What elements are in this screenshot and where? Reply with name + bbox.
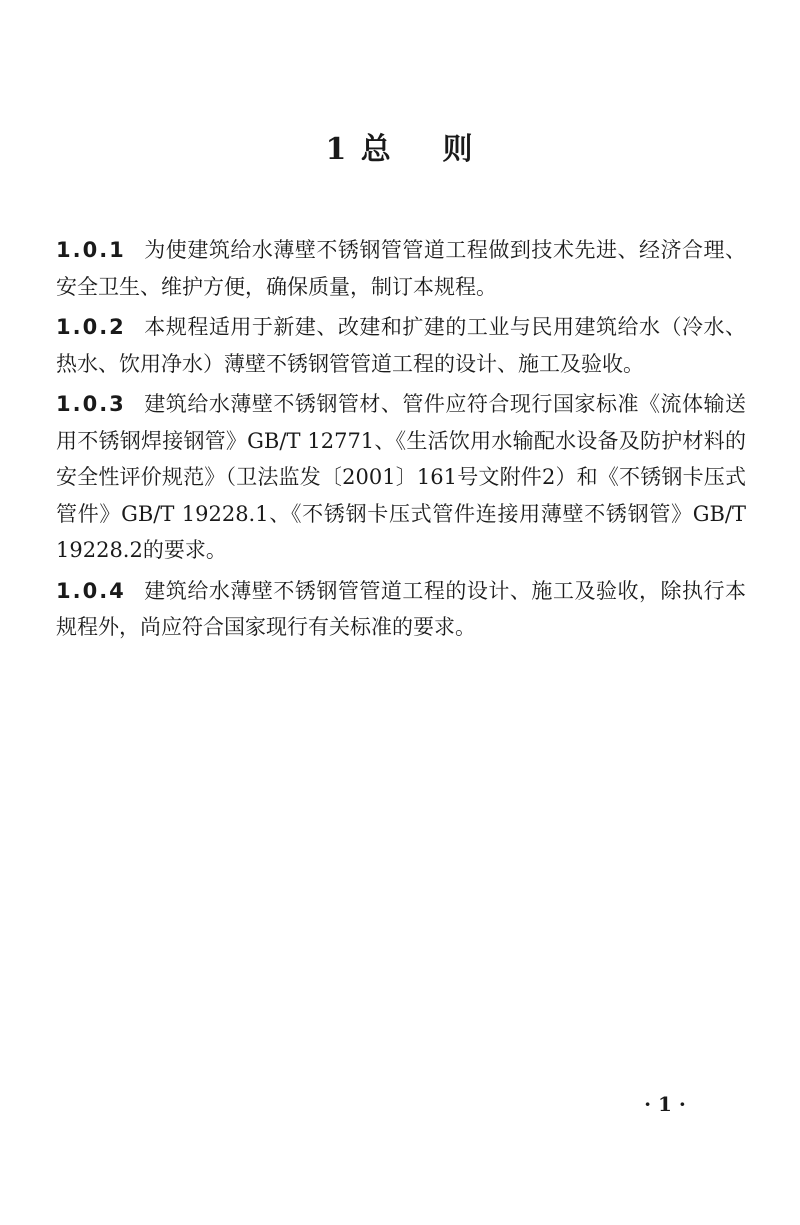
clause-text: 建筑给水薄壁不锈钢管材、管件应符合现行国家标准《流体输送用不锈钢焊接钢管》GB/T 12771、《生活饮用水输配水设备及防护材料的安全性评价规范》（卫法监发〔2001〕161号文附件2）和《不锈钢卡压式管件》GB/T 19228.1、《不锈钢卡压式管件连接用薄壁不锈钢管》GB/T 19228.2的要求。 xyxy=(56,392,746,562)
clause-number: 1.0.4 xyxy=(56,578,126,603)
chapter-title: 1 总 则 xyxy=(325,132,475,167)
clause-1-0-3 xyxy=(56,386,746,569)
clause-text: 建筑给水薄壁不锈钢管管道工程的设计、施工及验收，除执行本规程外，尚应符合国家现行有关标准的要求。 xyxy=(56,578,746,639)
clause-1-0-2 xyxy=(56,309,746,382)
clause-1-0-4 xyxy=(56,573,746,646)
clause-text: 本规程适用于新建、改建和扩建的工业与民用建筑给水（冷水、热水、饮用净水）薄壁不锈钢管管道工程的设计、施工及验收。 xyxy=(56,315,746,376)
clause-number: 1.0.1 xyxy=(56,238,126,262)
clause-text: 为使建筑给水薄壁不锈钢管管道工程做到技术先进、经济合理、安全卫生、维护方便，确保质量，制订本规程。 xyxy=(56,238,746,299)
page-number: · 1 · xyxy=(644,1092,686,1116)
clause-1-0-1 xyxy=(56,232,746,305)
clause-number: 1.0.3 xyxy=(56,392,126,416)
chapter-body xyxy=(56,232,746,650)
clause-number: 1.0.2 xyxy=(56,315,126,339)
